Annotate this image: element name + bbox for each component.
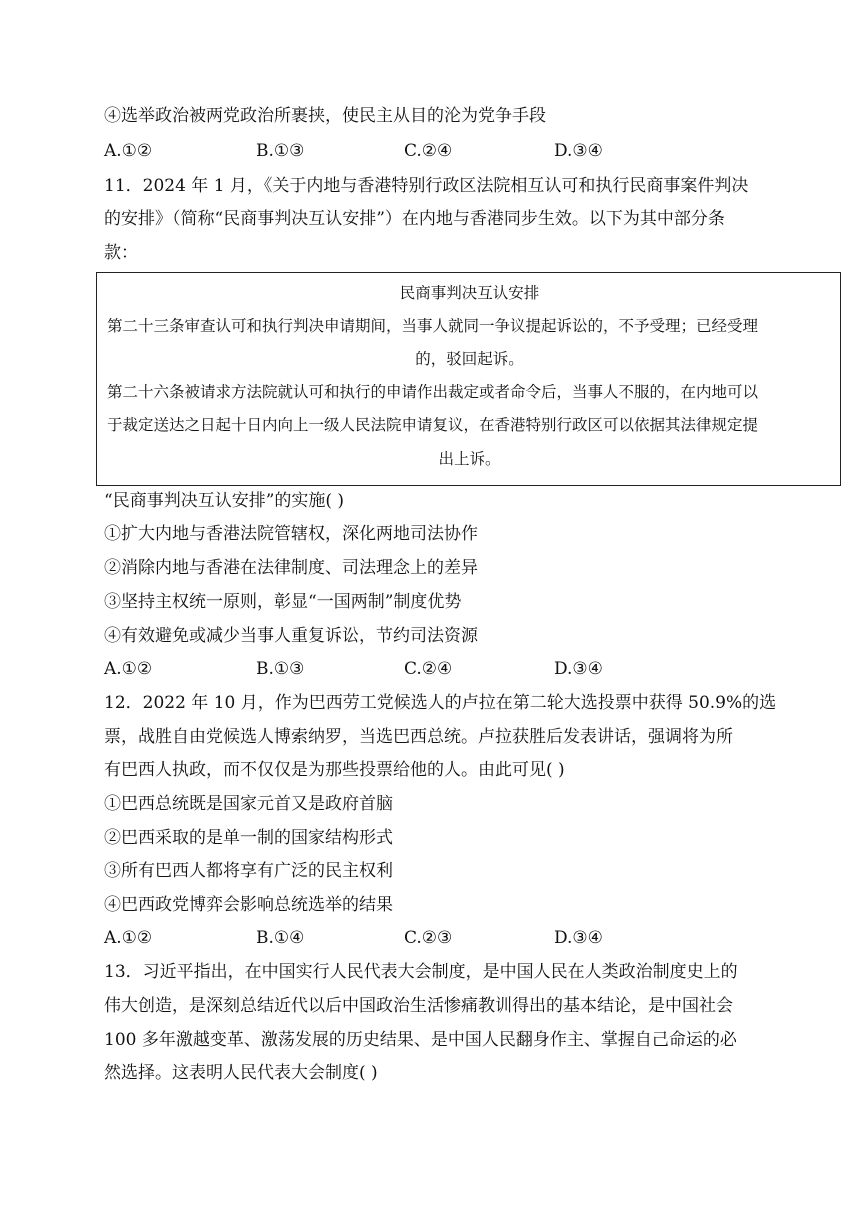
q10-choice-c[interactable]: C.②④ — [404, 141, 453, 161]
q13-stem-line-2: 伟大创造，是深刻总结近代以后中国政治生活惨痛教训得出的基本结论，是中国社会 — [104, 996, 733, 1016]
q11-box-line-5: 出上诉。 — [438, 450, 501, 468]
q11-option-4: ④有效避免或减少当事人重复诉讼，节约司法资源 — [104, 626, 478, 646]
q11-stem-line-1: 11．2024 年 1 月，《关于内地与香港特别行政区法院相互认可和执行民商事案件判决 — [104, 176, 749, 196]
q12-option-3: ③所有巴西人都将享有广泛的民主权利 — [104, 861, 393, 881]
q12-choice-c[interactable]: C.②③ — [404, 928, 453, 948]
q11-option-3: ③坚持主权统一原则，彰显“一国两制”制度优势 — [104, 592, 462, 612]
q12-stem-line-2: 票，战胜自由党候选人博索纳罗，当选巴西总统。卢拉获胜后发表讲话，强调将为所 — [104, 727, 733, 747]
q11-choice-a[interactable]: A.①② — [104, 659, 153, 679]
q11-option-1: ①扩大内地与香港法院管辖权，深化两地司法协作 — [104, 524, 478, 544]
q11-stem-line-2: 的安排》（简称“民商事判决互认安排”）在内地与香港同步生效。以下为其中部分条 — [104, 209, 725, 229]
q10-option-4: ④选举政治被两党政治所裹挟，使民主从目的沦为党争手段 — [104, 106, 546, 126]
q12-stem-line-1: 12．2022 年 10 月，作为巴西劳工党候选人的卢拉在第二轮大选投票中获得 50.9%的选 — [104, 693, 777, 713]
q11-stem-line-3: 款： — [104, 243, 138, 263]
q12-stem-line-3: 有巴西人执政，而不仅仅是为那些投票给他的人。由此可见( ) — [104, 760, 565, 780]
q10-choice-b[interactable]: B.①③ — [256, 141, 305, 161]
q11-box-line-4: 于裁定送达之日起十日内向上一级人民法院申请复议，在香港特别行政区可以依据其法律规定提 — [107, 416, 759, 434]
q12-option-2: ②巴西采取的是单一制的国家结构形式 — [104, 828, 393, 848]
q11-choice-b[interactable]: B.①③ — [256, 659, 305, 679]
q11-box-line-1: 第二十三条审查认可和执行判决申请期间，当事人就同一争议提起诉讼的，不予受理；已经受理 — [107, 317, 759, 335]
q11-option-2: ②消除内地与香港在法律制度、司法理念上的差异 — [104, 558, 478, 578]
q13-stem-line-1: 13．习近平指出，在中国实行人民代表大会制度，是中国人民在人类政治制度史上的 — [104, 962, 738, 982]
q12-choice-b[interactable]: B.①④ — [256, 928, 305, 948]
q11-choice-d[interactable]: D.③④ — [554, 659, 603, 679]
q10-choice-a[interactable]: A.①② — [104, 141, 153, 161]
q11-question: “民商事判决互认安排”的实施( ) — [104, 491, 345, 511]
q12-choice-d[interactable]: D.③④ — [554, 928, 603, 948]
q11-material-box — [96, 272, 841, 486]
q12-option-4: ④巴西政党博弈会影响总统选举的结果 — [104, 895, 393, 915]
q11-box-line-3: 第二十六条被请求方法院就认可和执行的申请作出裁定或者命令后，当事人不服的，在内地可以 — [107, 383, 759, 401]
q12-choice-a[interactable]: A.①② — [104, 928, 153, 948]
q13-stem-line-3: 100 多年激越变革、激荡发展的历史结果、是中国人民翻身作主、掌握自己命运的必 — [104, 1030, 737, 1050]
q10-choice-d[interactable]: D.③④ — [554, 141, 603, 161]
q12-option-1: ①巴西总统既是国家元首又是政府首脑 — [104, 794, 393, 814]
q11-box-line-2: 的，驳回起诉。 — [415, 350, 524, 368]
q11-choice-c[interactable]: C.②④ — [404, 659, 453, 679]
q11-box-title: 民商事判决互认安排 — [399, 284, 540, 302]
q13-stem-line-4: 然选择。这表明人民代表大会制度( ) — [104, 1063, 378, 1083]
